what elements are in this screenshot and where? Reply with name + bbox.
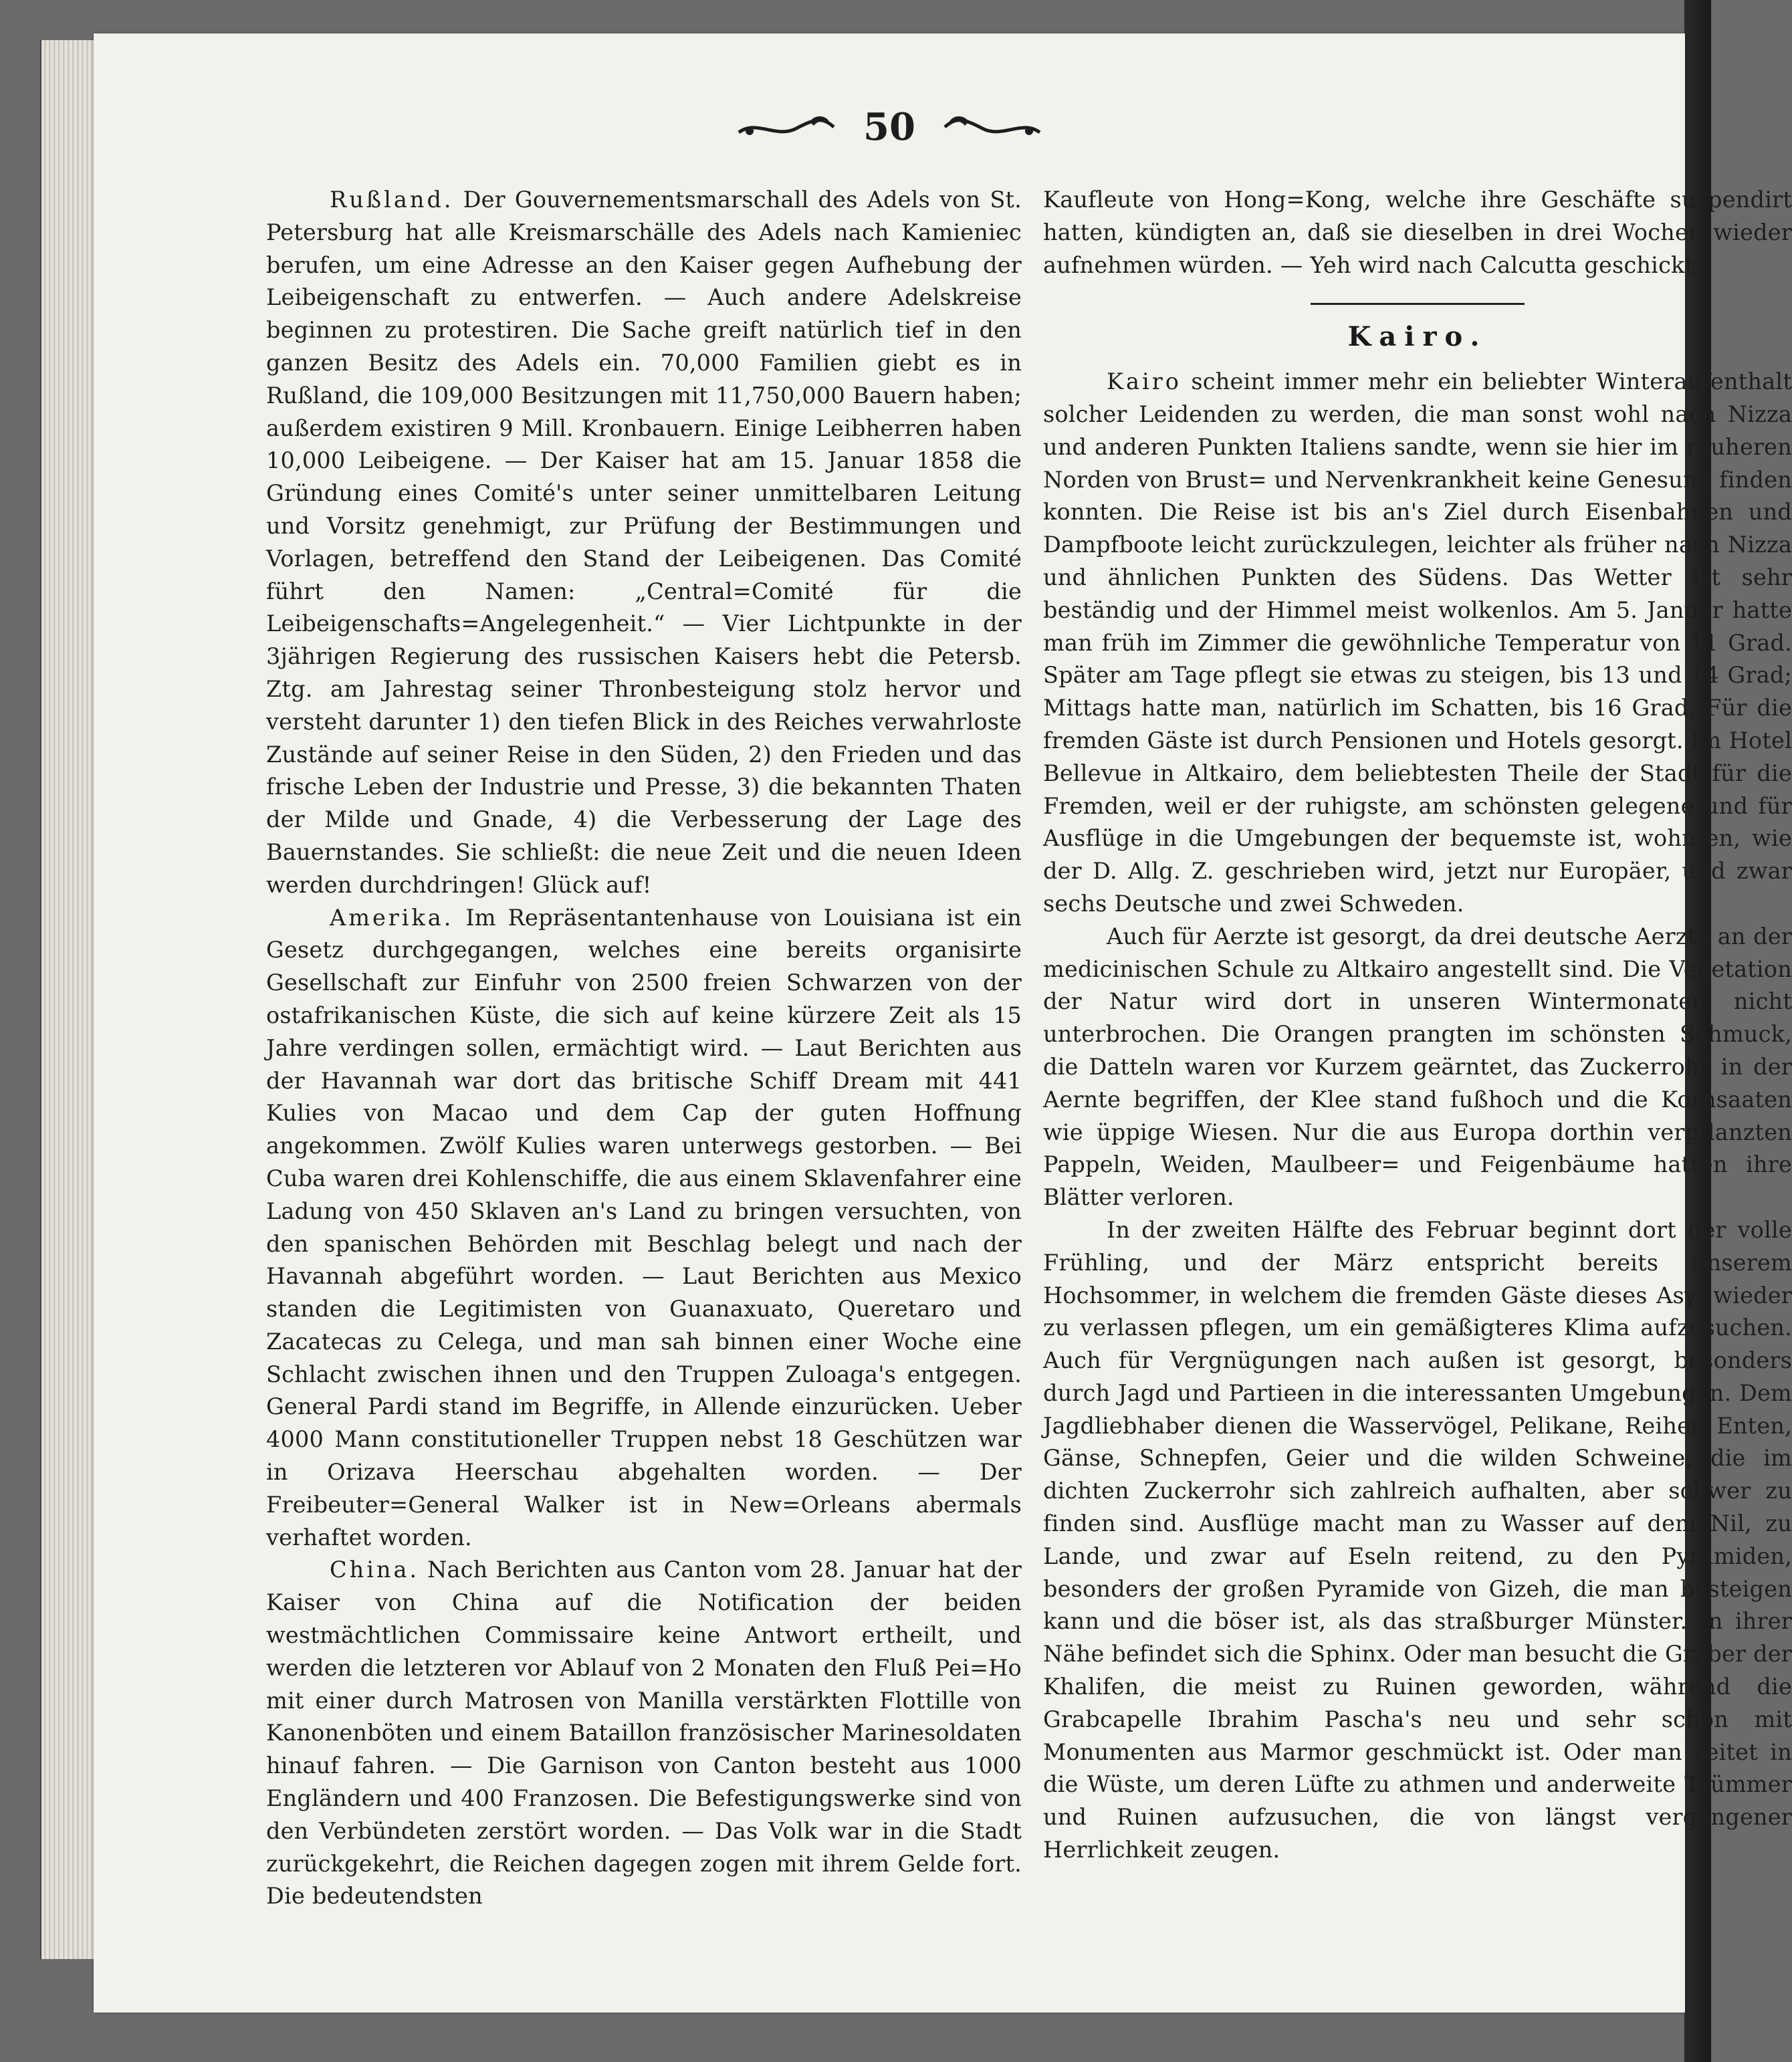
section-separator <box>1311 303 1525 305</box>
article-kairo-3 <box>1043 1214 1792 1867</box>
article-lead: Amerika. <box>330 904 454 931</box>
china-continuation: Kaufleute von Hong=Kong, welche ihre Geschäfte suspendirt hatten, kündigten an, daß sie dieselben in drei Wochen wieder aufnehmen würden. — Yeh wird nach Calcutta geschickt. <box>1043 187 1792 278</box>
section-title: Kairo. <box>1347 321 1488 353</box>
left-ornament-icon <box>736 112 836 142</box>
article-text: Nach Berichten aus Canton vom 28. Januar hat der Kaiser von China auf die Notification der beiden westmächtlichen Commissaire keine Antwort ertheilt, und werden die letzteren vor Ablauf von 2 Monaten den Fluß Pei=Ho mit einer durch Matrosen von Manilla verstärkten Flottille von Kanonenböten und einem Bataillon französischer Marinesoldaten hinauf fahren. — Die Garnison von Canton besteht aus 1000 Engländern und 400 Franzosen. Die Befestigungswerke sind von den Verbündeten zerstört worden. — Das Volk war in die Stadt zurückgekehrt, die Reichen dagegen zogen mit ihrem Gelde fort. Die bedeutendsten <box>266 1557 1022 1910</box>
page-header <box>94 97 1685 157</box>
article-text: scheint immer mehr ein beliebter Winteraufenthalt solcher Leidenden zu werden, die man sonst wohl nach Nizza und anderen Punkten Italiens sandte, wenn sie hier im rauheren Norden von Brust= und Nervenkrankheit keine Genesung finden konnten. Die Reise ist bis an's Ziel durch Eisenbahnen und Dampfboote leicht zurückzulegen, leichter als früher nach Nizza und ähnlichen Punkten des Südens. Das Wetter ist sehr beständig und der Himmel meist wolkenlos. Am 5. Januar hatte man früh im Zimmer die gewöhnliche Temperatur von 11 Grad. Später am Tage pflegt sie etwas zu steigen, bis 13 und 14 Grad; Mittags hatte man, natürlich im Schatten, bis 16 Grad. Für die fremden Gäste ist durch Pensionen und Hotels gesorgt. Im Hotel Bellevue in Altkairo, dem beliebtesten Theile der Stadt für die Fremden, weil er der ruhigste, am schönsten gelegene und für Ausflüge in die Umgebungen der bequemste ist, wohnten, wie der D. Allg. Z. geschrieben wird, jetzt nur Europäer, und zwar sechs Deutsche und zwei Schweden. <box>1043 368 1792 917</box>
article-text: Auch für Aerzte ist gesorgt, da drei deutsche Aerzte an der medicinischen Schule zu Altkairo angestellt sind. Die Vegetation der Natur wird dort in unseren Wintermonaten nicht unterbrochen. Die Orangen prangten im schönsten Schmuck, die Datteln waren vor Kurzem geärntet, das Zuckerrohr in der Aernte begriffen, der Klee stand fußhoch und die Kornsaaten wie üppige Wiesen. Nur die aus Europa dorthin verpflanzten Pappeln, Weiden, Maulbeer= und Feigenbäume hatten ihre Blätter verloren. <box>1043 923 1792 1211</box>
article-russland <box>266 184 1022 902</box>
right-ornament-icon <box>942 112 1042 142</box>
article-lead: Rußland. <box>330 187 454 213</box>
article-text: Der Gouvernementsmarschall des Adels von St. Petersburg hat alle Kreismarschälle des Adels nach Kamieniec berufen, um eine Adresse an den Kaiser gegen Aufhebung der Leibeigenschaft zu entwerfen. — Auch andere Adelskreise beginnen zu protestiren. Die Sache greift natürlich tief in den ganzen Besitz des Adels ein. 70,000 Familien giebt es in Rußland, die 109,000 Besitzungen mit 11,750,000 Bauern haben; außerdem existiren 9 Mill. Kronbauern. Einige Leibherren haben 10,000 Leibeigene. — Der Kaiser hat am 15. Januar 1858 die Gründung eines Comité's unter seiner unmittelbaren Leitung und Vorsitz genehmigt, zur Prüfung der Bestimmungen und Vorlagen, betreffend den Stand der Leibeigenen. Das Comité führt den Namen: „Central=Comité für die Leibeigenschafts=Angelegenheit.“ — Vier Lichtpunkte in der 3jährigen Regierung des russischen Kaisers hebt die Petersb. Ztg. am Jahrestag seiner Thronbesteigung stolz hervor und versteht darunter 1) den tiefen Blick in des Reiches verwahrloste Zustände auf seiner Reise in den Süden, 2) den Frieden und das frische Leben der Industrie und Presse, 3) die bekannten Thaten der Milde und Gnade, 4) die Verbesserung der Lage des Bauernstandes. Sie schließt: die neue Zeit und die neuen Ideen werden durchdringen! Glück auf! <box>266 187 1022 898</box>
article-kairo-2 <box>1043 921 1792 1214</box>
article-kairo-1 <box>1043 366 1792 921</box>
left-column <box>266 184 1022 1913</box>
article-lead: Kairo <box>1107 368 1182 395</box>
article-text: In der zweiten Hälfte des Februar beginnt dort der volle Frühling, und der März entspricht bereits unserem Hochsommer, in welchem die fremden Gäste dieses Asyl wieder zu verlassen pflegen, um ein gemäßigteres Klima aufzusuchen. Auch für Vergnügungen nach außen ist gesorgt, besonders durch Jagd und Partieen in die interessanten Umgebungen. Dem Jagdliebhaber dienen die Wasservögel, Pelikane, Reiher, Enten, Gänse, Schnepfen, Geier und die wilden Schweine, die im dichten Zuckerrohr sich zahlreich aufhalten, aber schwer zu finden sind. Ausflüge macht man zu Wasser auf dem Nil, zu Lande, und zwar auf Eseln reitend, zu den Pyramiden, besonders der großen Pyramide von Gizeh, die man besteigen kann und die böser ist, als das straßburger Münster. In ihrer Nähe befindet sich die Sphinx. Oder man besucht die Gräber der Khalifen, die meist zu Ruinen geworden, während die Grabcapelle Ibrahim Pascha's neu und sehr schön mit Monumenten aus Marmor geschmückt ist. Oder man reitet in die Wüste, um deren Lüfte zu athmen und anderweite Trümmer und Ruinen aufzusuchen, die von längst vergangener Herrlichkeit zeugen. <box>1043 1216 1792 1863</box>
right-column <box>1043 184 1792 1867</box>
article-amerika <box>266 902 1022 1555</box>
article-text: Im Repräsentantenhause von Louisiana ist ein Gesetz durchgegangen, welches eine bereits organisirte Gesellschaft zur Einfuhr von 2500 freien Schwarzen von der ostafrikanischen Küste, die sich auf keine kürzere Zeit als 15 Jahre verdingen sollen, ermächtigt wird. — Laut Berichten aus der Havannah war dort das britische Schiff Dream mit 441 Kulies von Macao und dem Cap der guten Hoffnung angekommen. Zwölf Kulies waren unterwegs gestorben. — Bei Cuba waren drei Kohlenschiffe, die aus einem Sklavenfahrer eine Ladung von 450 Sklaven an's Land zu bringen versuchten, von den spanischen Behörden mit Beschlag belegt und nach der Havannah abgeführt worden. — Laut Berichten aus Mexico standen die Legitimisten von Guanaxuato, Queretaro und Zacatecas zu Celega, und man sah binnen einer Woche eine Schlacht zwischen ihnen und den Truppen Zuloaga's entgegen. General Pardi stand im Begriffe, in Allende einzurücken. Ueber 4000 Mann constitutioneller Truppen nebst 18 Geschützen war in Orizava Heerschau abgehalten worden. — Der Freibeuter=General Walker ist in New=Orleans abermals verhaftet worden. <box>266 904 1022 1551</box>
newspaper-page <box>94 33 1792 2013</box>
page-number: 50 <box>863 105 915 149</box>
article-china <box>266 1554 1022 1913</box>
article-lead: China. <box>330 1557 420 1583</box>
